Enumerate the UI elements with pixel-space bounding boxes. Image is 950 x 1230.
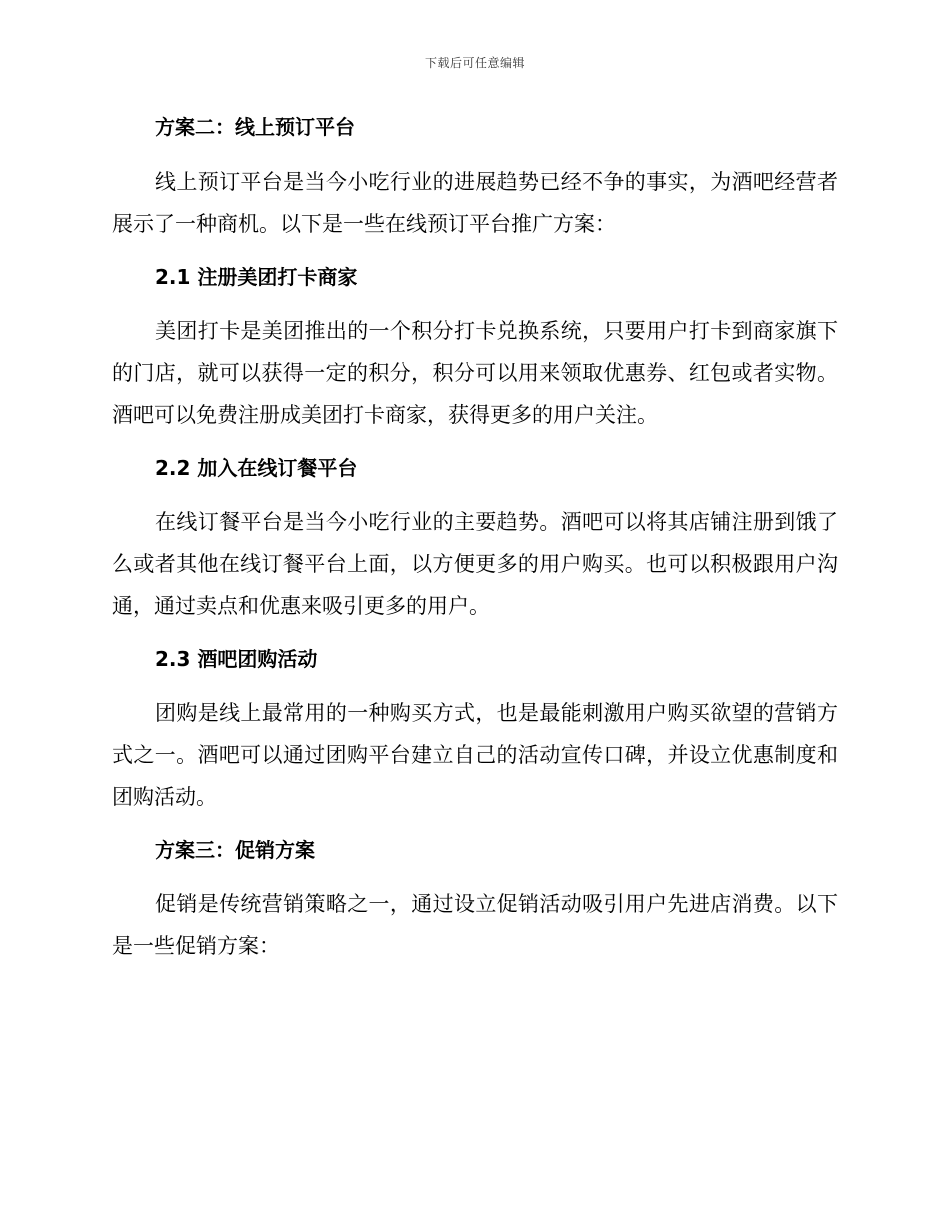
section-heading-2-1: 2.1 注册美团打卡商家 (155, 265, 358, 289)
section-paragraph-2-1: 美团打卡是美团推出的一个积分打卡兑换系统，只要用户打卡到商家旗下的门店，就可以获得一定的积分，积分可以用来领取优惠券、红包或者实物。酒吧可以免费注册成美团打卡商家，获得更多的用户关注。 (112, 319, 838, 427)
section-paragraph-2-2: 在线订餐平台是当今小吃行业的主要趋势。酒吧可以将其店铺注册到饿了么或者其他在线订餐平台上面，以方便更多的用户购买。也可以积极跟用户沟通，通过卖点和优惠来吸引更多的用户。 (112, 510, 838, 618)
section-heading-2-2: 2.2 加入在线订餐平台 (155, 456, 358, 480)
section-heading-2-3: 2.3 酒吧团购活动 (155, 647, 318, 671)
section-heading-plan-three: 方案三：促销方案 (155, 838, 315, 862)
section-heading-plan-two: 方案二：线上预订平台 (155, 115, 355, 139)
section-paragraph-plan-three: 促销是传统营销策略之一，通过设立促销活动吸引用户先进店消费。以下是一些促销方案： (112, 892, 838, 958)
page-header-note: 下载后可任意编辑 (424, 56, 525, 70)
section-paragraph-plan-two: 线上预订平台是当今小吃行业的进展趋势已经不争的事实，为酒吧经营者展示了一种商机。以下是一些在线预订平台推广方案： (112, 170, 838, 236)
section-paragraph-2-3: 团购是线上最常用的一种购买方式，也是最能刺激用户购买欲望的营销方式之一。酒吧可以通过团购平台建立自己的活动宣传口碑，并设立优惠制度和团购活动。 (112, 701, 838, 809)
document-body (112, 108, 838, 967)
